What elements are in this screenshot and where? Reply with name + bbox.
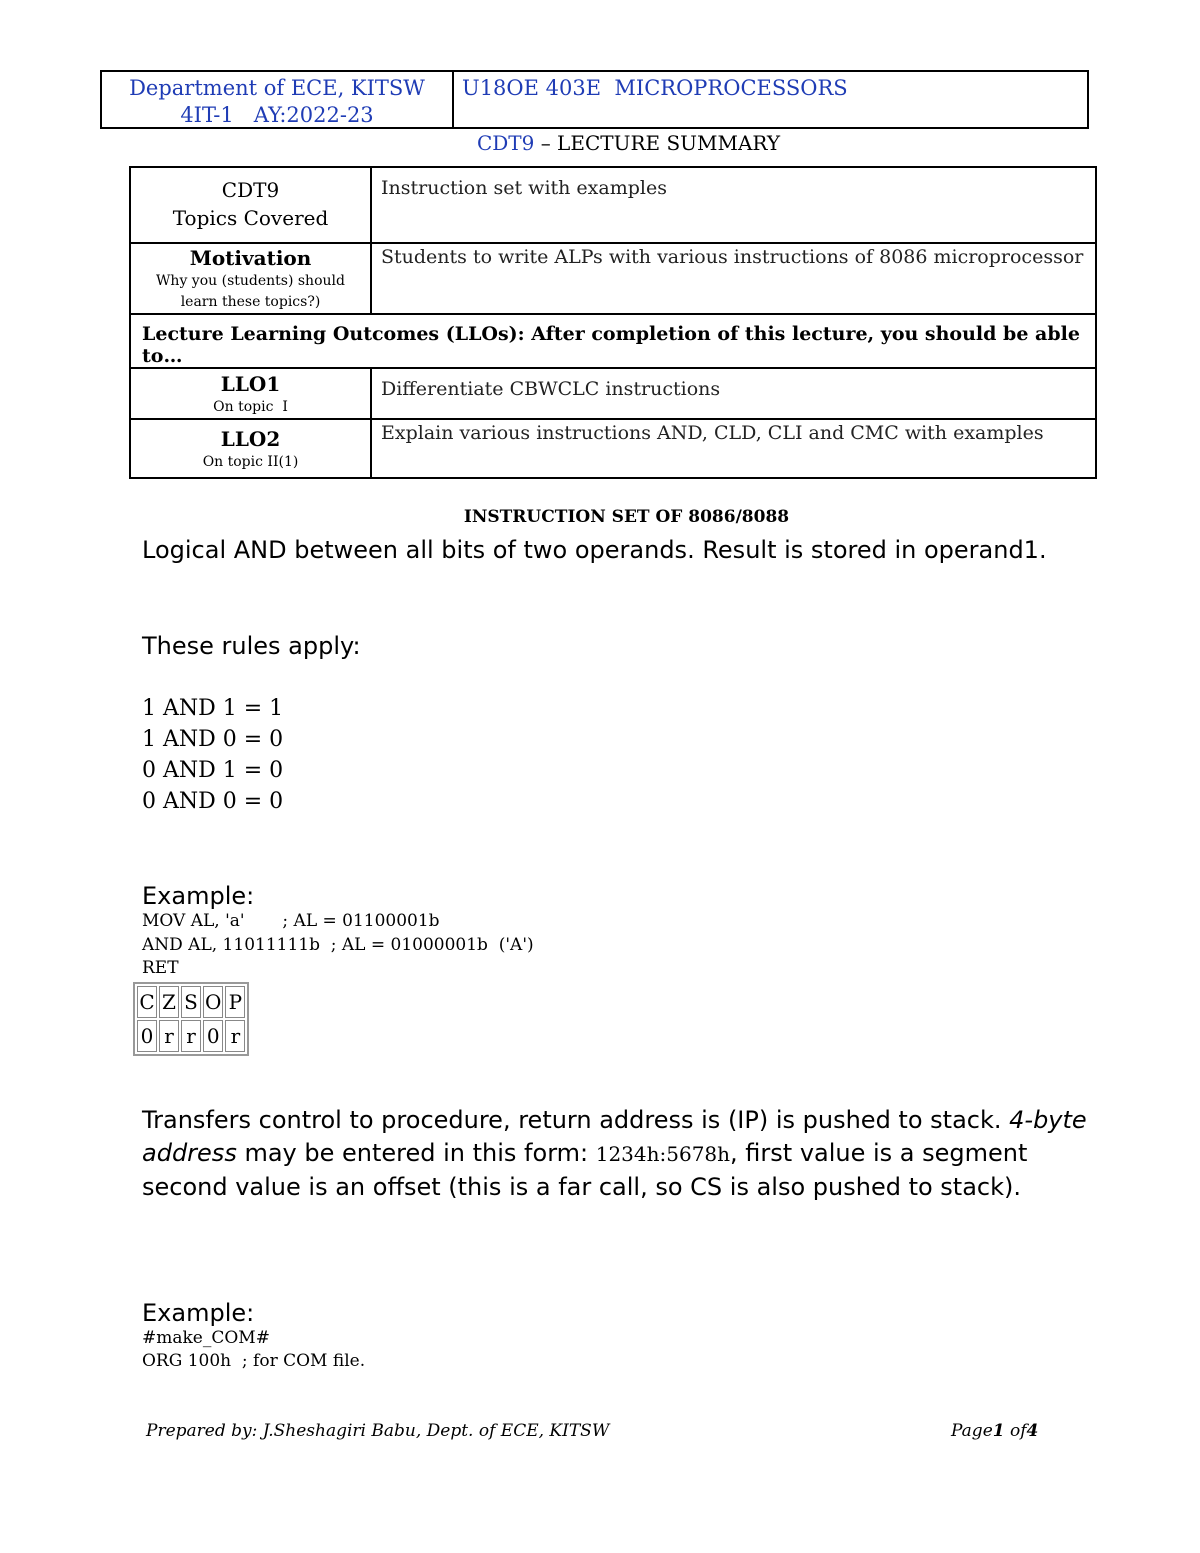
llo1-label-cell xyxy=(130,368,371,419)
motivation-sub: Why you (students) should learn these topics?) xyxy=(156,273,345,310)
llo2-value: Explain various instructions AND, CLD, CLI and CMC with examples xyxy=(371,419,1096,478)
cdt-code: CDT9 xyxy=(476,131,535,155)
llo2-label-cell xyxy=(130,419,371,478)
rule-4: 0 AND 0 = 0 xyxy=(142,789,284,814)
footer-page-number xyxy=(951,1421,1038,1441)
page-total: 4 xyxy=(1026,1421,1039,1441)
flag-value: 0 xyxy=(203,1020,223,1052)
llo2-label: LLO2 xyxy=(220,427,281,451)
flag-value: r xyxy=(181,1020,201,1052)
example2-line-1: #make_COM# xyxy=(142,1328,270,1348)
topics-label-cell xyxy=(130,167,371,243)
flag-value: r xyxy=(225,1020,245,1052)
footer-prepared-by: Prepared by: J.Sheshagiri Babu, Dept. of ECE, KITSW xyxy=(146,1421,610,1441)
llo1-value: Differentiate CBWCLC instructions xyxy=(371,368,1096,419)
of-word: of xyxy=(1004,1421,1027,1441)
example2-line-2: ORG 100h ; for COM file. xyxy=(142,1351,366,1371)
example1-line-2: AND AL, 11011111b ; AL = 01000001b ('A') xyxy=(142,935,534,955)
rules-heading: These rules apply: xyxy=(142,632,361,660)
flag-name: P xyxy=(225,986,245,1018)
call-desc-form: 1234h:5678h xyxy=(595,1142,731,1166)
summary-label: – LECTURE SUMMARY xyxy=(534,131,781,155)
llo-header-row xyxy=(130,314,1096,368)
llo-header: Lecture Learning Outcomes (LLOs): After completion of this lecture, you should be able to… xyxy=(130,314,1096,368)
motivation-label-cell xyxy=(130,243,371,314)
motivation-row xyxy=(130,243,1096,314)
call-desc-part1: Transfers control to procedure, return address is (IP) is pushed to stack. xyxy=(142,1106,1010,1134)
llo1-row xyxy=(130,368,1096,419)
course-title: U18OE 403E MICROPROCESSORS xyxy=(462,76,848,100)
page-word: Page xyxy=(951,1421,993,1441)
llo1-label: LLO1 xyxy=(220,372,281,396)
flag-name: S xyxy=(181,986,201,1018)
rule-1: 1 AND 1 = 1 xyxy=(142,696,284,721)
flags-value-row xyxy=(137,1020,245,1052)
department-name: Department of ECE, KITSW xyxy=(129,76,425,100)
lecture-summary-table xyxy=(129,166,1097,479)
motivation-value: Students to write ALPs with various instructions of 8086 microprocessor xyxy=(371,243,1096,314)
call-desc-part3: , first value is a segment second value is an offset (this is a far call, so CS is also pushed to stack). xyxy=(142,1139,1028,1201)
flag-value: r xyxy=(159,1020,179,1052)
example2-label: Example: xyxy=(142,1299,255,1327)
llo2-row xyxy=(130,419,1096,478)
header-box xyxy=(100,70,1089,129)
academic-year: 4IT-1 AY:2022-23 xyxy=(180,103,374,127)
rule-2: 1 AND 0 = 0 xyxy=(142,727,284,752)
topics-row xyxy=(130,167,1096,243)
example1-label: Example: xyxy=(142,882,255,910)
flag-name: C xyxy=(137,986,157,1018)
section-heading: INSTRUCTION SET OF 8086/8088 xyxy=(463,507,790,527)
call-desc-italic: 4-byte address xyxy=(142,1106,1087,1167)
topics-value: Instruction set with examples xyxy=(371,167,1096,243)
department-cell xyxy=(102,72,454,127)
example1-line-1: MOV AL, 'a' ; AL = 01100001b xyxy=(142,911,440,931)
topics-label: CDT9 xyxy=(221,178,280,202)
page-current: 1 xyxy=(992,1421,1005,1441)
llo1-sub: On topic I xyxy=(213,399,288,415)
flag-name: Z xyxy=(159,986,179,1018)
topics-sub: Topics Covered xyxy=(172,206,329,230)
lecture-summary-title xyxy=(0,131,1200,155)
flags-name-row xyxy=(137,986,245,1018)
call-description xyxy=(142,1104,1097,1204)
flag-name: O xyxy=(203,986,223,1018)
call-desc-part2: may be entered in this form: xyxy=(236,1139,596,1167)
flags-table xyxy=(133,982,249,1056)
llo2-sub: On topic II(1) xyxy=(202,454,299,470)
motivation-label: Motivation xyxy=(189,246,312,270)
and-description: Logical AND between all bits of two operands. Result is stored in operand1. xyxy=(142,536,1047,564)
example1-line-3: RET xyxy=(142,958,179,978)
rule-3: 0 AND 1 = 0 xyxy=(142,758,284,783)
flag-value: 0 xyxy=(137,1020,157,1052)
